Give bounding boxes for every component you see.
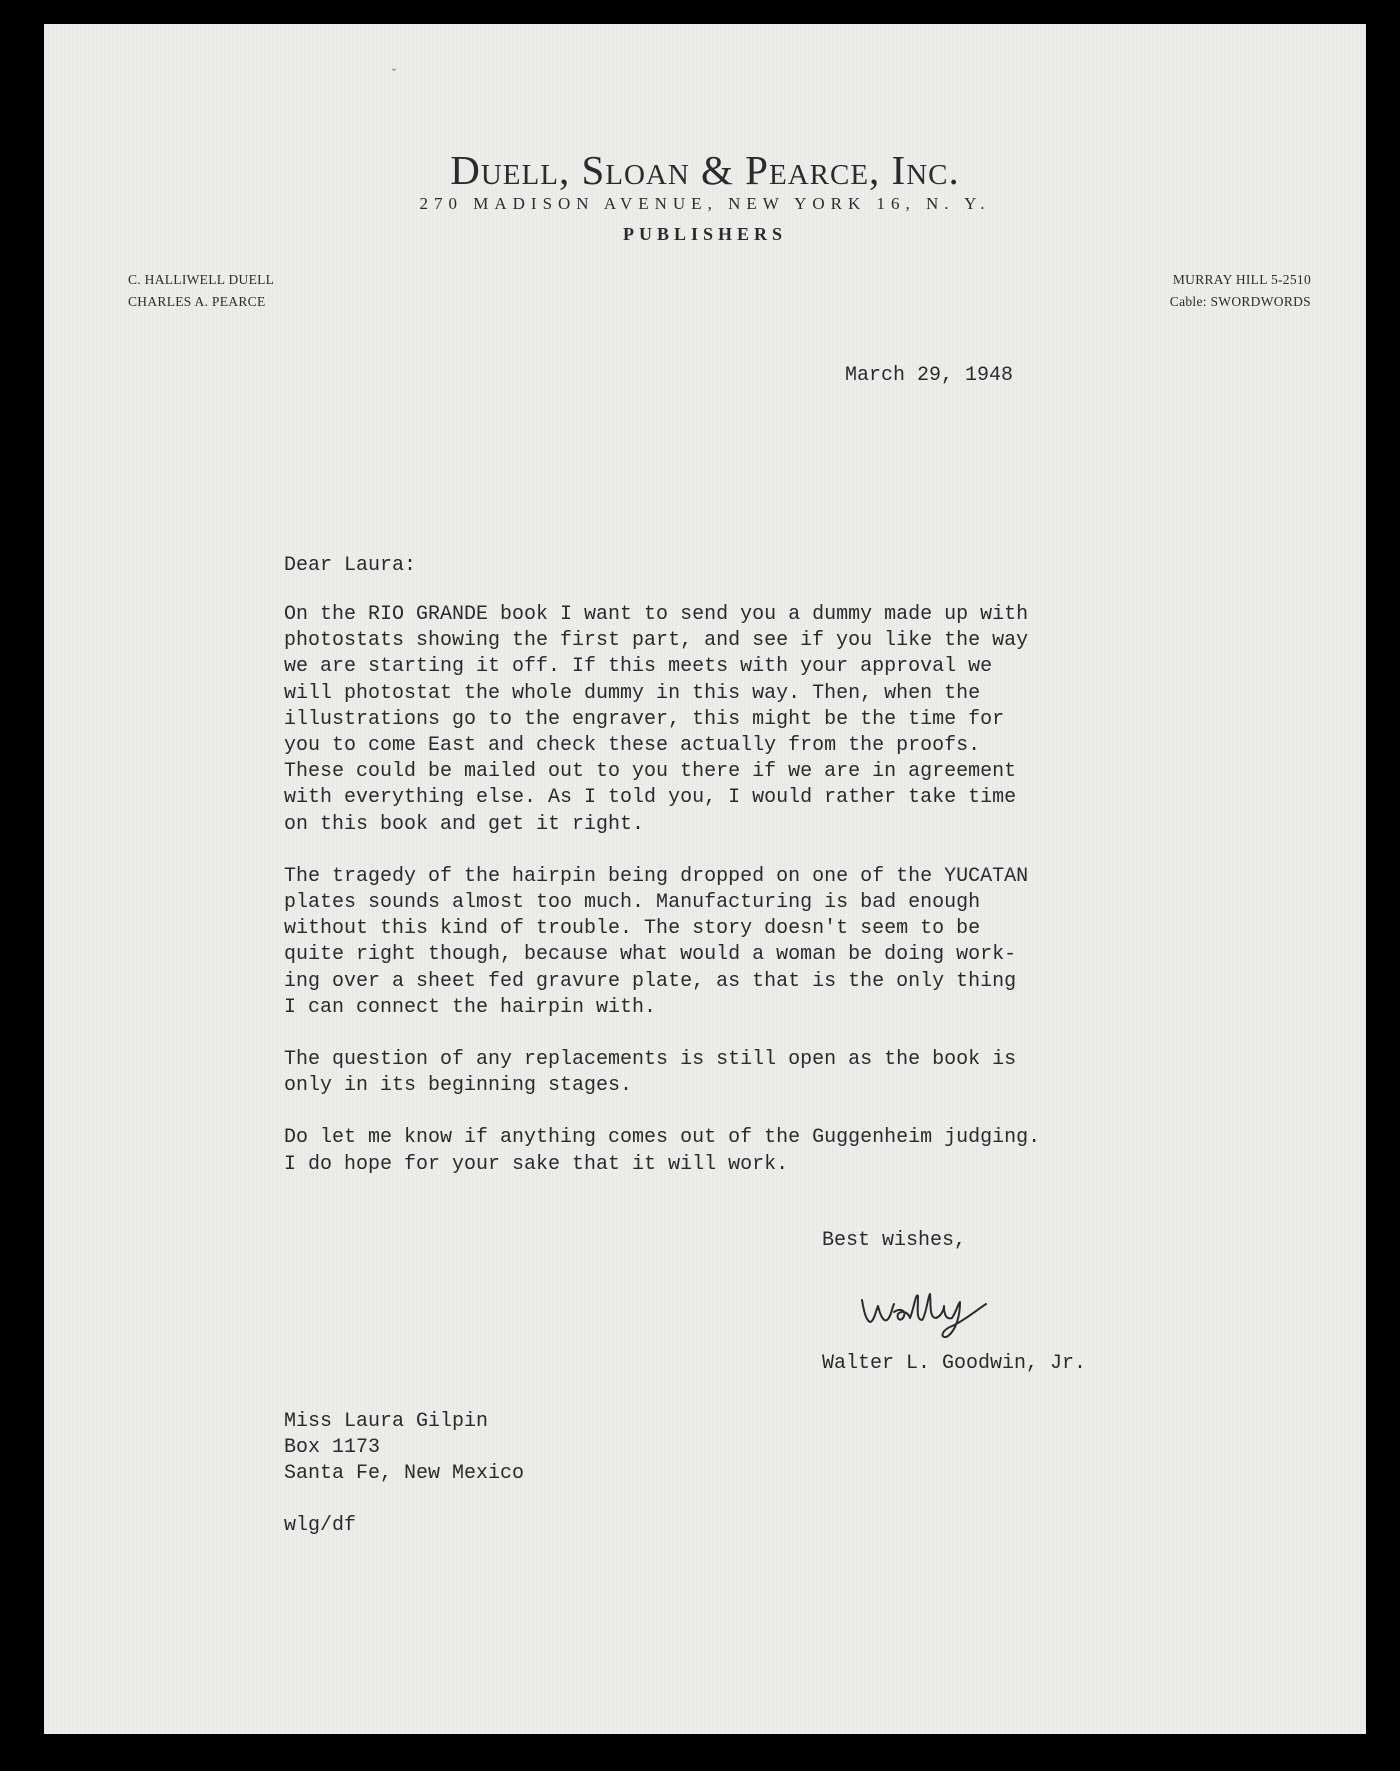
text-line: The question of any replacements is still open as the book is — [284, 1048, 1017, 1072]
text-line: illustrations go to the engraver, this might be the time for — [284, 707, 1005, 731]
text-line: on this book and get it right. — [284, 812, 645, 836]
text-line: quite right though, because what would a woman be doing work- — [284, 943, 1017, 967]
text-line: we are starting it off. If this meets with your approval we — [284, 655, 993, 679]
signer-name: Walter L. Goodwin, Jr. — [822, 1352, 1087, 1375]
text-line: only in its beginning stages. — [284, 1074, 633, 1098]
text-line: photostats showing the first part, and see if you like the way — [284, 629, 1029, 653]
letterhead-company: Duell, Sloan & Pearce, Inc. — [450, 147, 960, 193]
letter-date: March 29, 1948 — [845, 364, 1014, 387]
paragraph — [284, 602, 1144, 838]
text-line: I can connect the hairpin with. — [284, 995, 657, 1019]
salutation: Dear Laura: — [284, 554, 417, 577]
letterhead-role: PUBLISHERS — [622, 224, 788, 244]
recipient-line: Miss Laura Gilpin — [284, 1410, 489, 1433]
partner-name: C. HALLIWELL DUELL — [128, 272, 275, 287]
paragraph — [284, 864, 1144, 1021]
stray-mark: ˇ — [392, 66, 396, 80]
text-line: you to come East and check these actually from the proofs. — [284, 734, 981, 758]
text-line: On the RIO GRANDE book I want to send you a dummy made up with — [284, 603, 1029, 626]
letter-body — [284, 602, 1144, 1204]
text-line: ing over a sheet fed gravure plate, as that is the only thing — [284, 969, 1017, 993]
letterhead-address: 270 MADISON AVENUE, NEW YORK 16, N. Y. — [419, 194, 991, 213]
letterhead-contact — [1170, 269, 1311, 313]
letter-page — [44, 24, 1366, 1734]
text-line: The tragedy of the hairpin being dropped on one of the YUCATAN — [284, 864, 1029, 888]
cable-address: Cable: SWORDWORDS — [1169, 294, 1311, 309]
handwritten-signature — [856, 1282, 996, 1342]
recipient-address — [284, 1409, 524, 1487]
partner-name: CHARLES A. PEARCE — [128, 294, 266, 309]
text-line: Do let me know if anything comes out of the Guggenheim judging. — [284, 1126, 1041, 1150]
text-line: plates sounds almost too much. Manufacturing is bad enough — [284, 891, 981, 915]
text-line: with everything else. As I told you, I would rather take time — [284, 786, 1017, 810]
paragraph — [284, 1047, 1144, 1099]
recipient-line: Box 1173 — [284, 1436, 381, 1459]
text-line: I do hope for your sake that it will work. — [284, 1152, 789, 1176]
text-line: without this kind of trouble. The story doesn't seem to be — [284, 917, 981, 941]
reference-initials: wlg/df — [284, 1514, 357, 1537]
paragraph — [284, 1125, 1144, 1177]
text-line: will photostat the whole dummy in this way. Then, when the — [284, 681, 981, 705]
closing: Best wishes, — [822, 1229, 967, 1252]
letterhead-partners — [128, 269, 274, 313]
recipient-line: Santa Fe, New Mexico — [284, 1462, 525, 1485]
phone-number: MURRAY HILL 5-2510 — [1172, 272, 1311, 287]
text-line: These could be mailed out to you there if we are in agreement — [284, 760, 1017, 784]
